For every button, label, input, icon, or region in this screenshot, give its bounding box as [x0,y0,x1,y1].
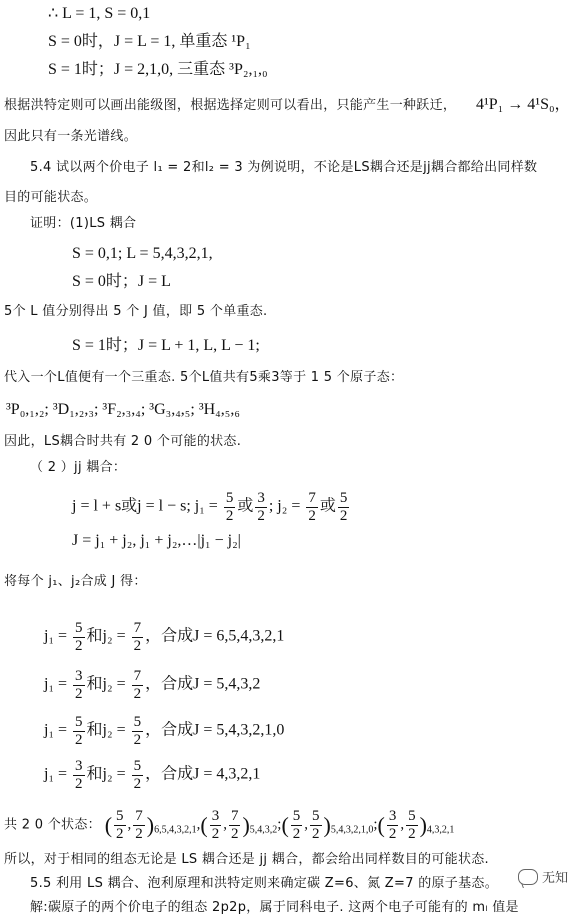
para-combine: 将每个 j₁、j₂合成 J 得： [4,574,147,589]
jj-row-2: j₁ = $\frac{3}{2}$ 和j₂ = $\frac{7}{2}$ ，合成J = 5,4,3,2 [44,668,261,702]
eq-singlet: S = 0时，J = L = 1, 单重态 ¹P₁ [48,33,251,50]
para-singlets: 5个 L 值分别得出 5 个 J 值，即 5 个单重态. [4,304,268,319]
question-5-5: 5.5 利用 LS 耦合、泡利原理和洪特定则来确定碳 Z=6、氮 Z=7 的原子基态。 [30,876,499,891]
frac-5-2: $\frac{5}{2}$ [339,490,348,524]
jj-row-1: j₁ = $\frac{5}{2}$ 和j₂ = $\frac{7}{2}$ ，合成J = 6,5,4,3,2,1 [44,620,285,654]
eq-transition: 4¹P₁ → 4¹S₀， [476,96,571,113]
watermark [518,867,568,886]
para-ls-total: 因此，LS耦合时共有 2 0 个可能的状态. [4,434,242,449]
frac-7-2: $\frac{7}{2}$ [308,490,316,524]
para-conclusion: 所以，对于相同的组态无论是 LS 耦合还是 jj 耦合，都会给出同样数目的可能状态. [4,852,489,867]
watermark-text: 无知 [541,871,568,886]
question-5-4: 5.4 试以两个价电子 l₁ = 2和l₂ = 3 为例说明，不论是LS耦合还是jj耦合都给出同样数 [30,160,538,175]
question-5-4-cont: 目的可能状态。 [4,190,98,205]
eq-jj-def: j = l + s或j = l − s; j₁ = $\frac{5}{2}$ 或 $\frac{3}{2}$ ; j₂ = $\frac{7}{2}$ 或 $\frac{5}{2}$ [72,490,348,524]
chat-bubble-icon [518,869,538,885]
eq-jj-sum: J = j₁ + j₂, j₁ + j₂,…|j₁ − j₂| [72,532,241,549]
eq-ls-values: S = 0,1; L = 5,4,3,2,1, [72,245,213,262]
eq-total-states: 共 2 0 个状态： ( $\frac{5}{2}$ , $\frac{7}{2}$ )$_{6,5,4,3,2,1}$,( $\frac{3}{2}$ , $\frac{7}{2}$ )$_{5,4,3,2}$;( $\frac{5}{2}$ , $\frac{5}{2}$ )$_{5,4,3,2,1,0}$;( $\frac{3}{2}$ , $\frac{5}{2}$ )$_{4,3,2,1}$ [4,808,455,842]
frac-3-2: $\frac{3}{2}$ [257,490,265,524]
eq-triplet: S = 1时；J = 2,1,0, 三重态 ³P₂,₁,₀ [48,61,268,78]
eq-term-list: ³P₀,₁,₂; ³D₁,₂,₃; ³F₂,₃,₄; ³G₃,₄,₅; ³H₄,₅,₆ [6,401,240,418]
eq-ls-s0: S = 0时；J = L [72,273,171,290]
eq-ls-s1: S = 1时；J = L + 1, L, L − 1; [72,337,260,354]
jj-row-3: j₁ = $\frac{5}{2}$ 和j₂ = $\frac{5}{2}$ ，合成J = 5,4,3,2,1,0 [44,714,285,748]
para-carbon: 解:碳原子的两个价电子的组态 2p2p，属于同科电子. 这两个电子可能有的 mₗ 值是 [30,900,519,915]
para-triplets: 代入一个L值便有一个三重态. 5个L值共有5乘3等于 1 5 个原子态： [4,370,404,385]
para-one-line: 因此只有一条光谱线。 [4,129,138,144]
jj-heading: （ 2 ）jj 耦合： [30,460,127,475]
jj-row-4: j₁ = $\frac{3}{2}$ 和j₂ = $\frac{5}{2}$ ，合成J = 4,3,2,1 [44,758,261,792]
proof-heading: 证明：(1)LS 耦合 [30,216,137,231]
eq-therefore: ∴ L = 1, S = 0,1 [48,5,151,22]
frac-5-2: $\frac{5}{2}$ [225,490,234,524]
para-hund: 根据洪特定则可以画出能级图，根据选择定则可以看出，只能产生一种跃迁， [4,98,457,113]
